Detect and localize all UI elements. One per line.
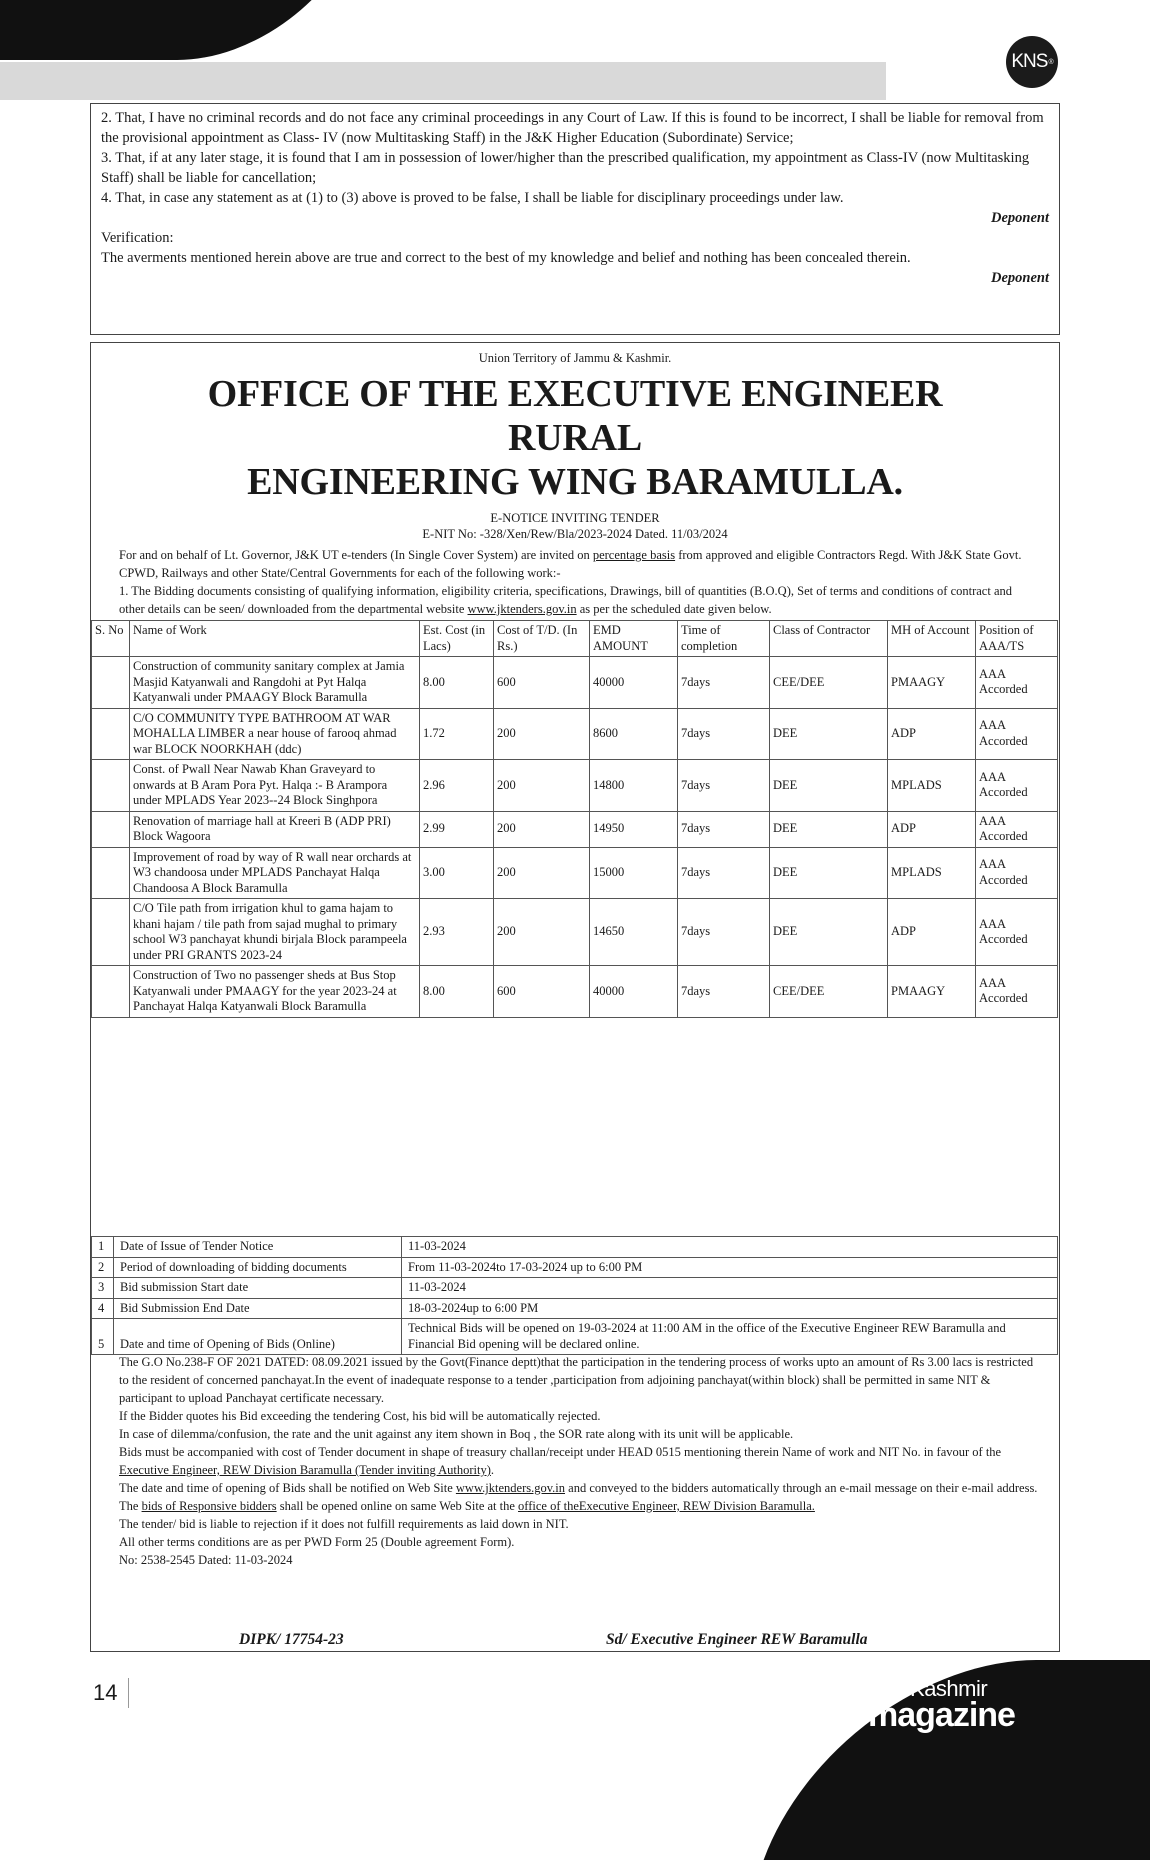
note-opening: The date and time of opening of Bids shall be notified on Web Site www.jktenders.gov.in and conveyed to the bidders automatically through an e-mail message on their e-mail address. The bids of Responsive bidders shall be opened online on same Web Site at the office of theExecutive Engineer, REW Division Baramulla. — [119, 1481, 1038, 1513]
table-row — [92, 966, 1058, 1018]
emd-amount: 40000 — [590, 966, 678, 1018]
table-row — [92, 760, 1058, 812]
table-row — [92, 899, 1058, 966]
mh-account: MPLADS — [888, 847, 976, 899]
emd-amount: 14650 — [590, 899, 678, 966]
emd-amount: 40000 — [590, 657, 678, 709]
est-cost: 1.72 — [420, 708, 494, 760]
note-pwd-form: All other terms conditions are as per PWD Form 25 (Double agreement Form). — [119, 1535, 515, 1549]
header-bar — [0, 62, 886, 100]
work-name: Improvement of road by way of R wall near orchards at W3 chandoosa under MPLADS Panchayat Halqa Chandoosa A Block Baramulla — [130, 847, 420, 899]
declaration-box — [90, 103, 1060, 335]
td-cost: 200 — [494, 708, 590, 760]
declaration-point-4: 4. That, in case any statement as at (1) to (3) above is proved to be false, I shall be liable for disciplinary proceedings under law. — [101, 190, 844, 206]
contractor-class: DEE — [770, 899, 888, 966]
completion-time: 7days — [678, 899, 770, 966]
contractor-class: DEE — [770, 708, 888, 760]
completion-time: 7days — [678, 708, 770, 760]
work-name: Const. of Pwall Near Nawab Khan Graveyard to onwards at B Aram Pora Pyt. Halqa :- B Arampora under MPLADS Year 2023--24 Block Singhpora — [130, 760, 420, 812]
deponent-label: Deponent — [991, 210, 1049, 226]
schedule-label: Period of downloading of bidding documents — [114, 1257, 402, 1278]
mh-account: ADP — [888, 708, 976, 760]
aaa-position: AAA Accorded — [976, 811, 1058, 847]
completion-time: 7days — [678, 811, 770, 847]
schedule-value: 18-03-2024up to 6:00 PM — [402, 1298, 1058, 1319]
table-row — [92, 657, 1058, 709]
header-emd: EMD AMOUNT — [590, 621, 678, 657]
mh-account: ADP — [888, 811, 976, 847]
header-mh: MH of Account — [888, 621, 976, 657]
work-name: C/O Tile path from irrigation khul to gama hajam to khani hajam / tile path from sajad mughal to primary school W3 panchayat khundi birjala Block parampeela under PRI GRANTS 2023-24 — [130, 899, 420, 966]
enit-number: E-NIT No: -328/Xen/Rew/Bla/2023-2024 Dated. 11/03/2024 — [422, 527, 728, 541]
tender-notice-box — [90, 342, 1060, 1652]
schedule-label: Bid Submission End Date — [114, 1298, 402, 1319]
est-cost: 2.93 — [420, 899, 494, 966]
contractor-class: DEE — [770, 847, 888, 899]
declaration-point-3: 3. That, if at any later stage, it is found that I am in possession of lower/higher than the prescribed qualification, my appointment as Class-IV (now Multitasking Staff) shall be liable for cancellation; — [101, 150, 1030, 186]
table-row — [92, 708, 1058, 760]
note-exceeding-cost: If the Bidder quotes his Bid exceeding the tendering Cost, his bid will be automatically rejected. — [119, 1409, 601, 1423]
note-tender-cost: Bids must be accompanied with cost of Tender document in shape of treasury challan/receipt under HEAD 0515 mentioning therein Name of work and NIT No. in favour of the Executive Engineer, REW Division Baramulla (Tender inviting Authority). — [119, 1445, 1002, 1477]
work-name: Construction of community sanitary complex at Jamia Masjid Katyanwali and Rangdohi at Pyt Halqa Katyanwali under PMAAGY Block Baramulla — [130, 657, 420, 709]
aaa-position: AAA Accorded — [976, 708, 1058, 760]
schedule-row: 3 Bid submission Start date 11-03-2024 — [92, 1278, 1058, 1299]
signature-line: Sd/ Executive Engineer REW Baramulla — [606, 1631, 868, 1648]
deponent-label-2: Deponent — [991, 270, 1049, 286]
td-cost: 600 — [494, 966, 590, 1018]
mh-account: MPLADS — [888, 760, 976, 812]
bidding-documents-paragraph: 1. The Bidding documents consisting of qualifying information, eligibility criteria, specifications, Drawings, bill of quantities (B.O.Q), Set of terms and conditions of contract and other details can be seen/ downloaded from the departmental website www.jktenders.gov.in as per the scheduled date given below. — [119, 584, 1012, 616]
contractor-class: CEE/DEE — [770, 966, 888, 1018]
td-cost: 200 — [494, 899, 590, 966]
schedule-value: From 11-03-2024to 17-03-2024 up to 6:00 PM — [402, 1257, 1058, 1278]
header-class: Class of Contractor — [770, 621, 888, 657]
header-name-of-work: Name of Work — [130, 621, 420, 657]
schedule-label: Date of Issue of Tender Notice — [114, 1237, 402, 1258]
work-name: Renovation of marriage hall at Kreeri B (ADP PRI) Block Wagoora — [130, 811, 420, 847]
kns-logo: KNS ® — [1006, 36, 1058, 88]
aaa-position: AAA Accorded — [976, 847, 1058, 899]
work-name: C/O COMMUNITY TYPE BATHROOM AT WAR MOHALLA LIMBER a near house of farooq ahmad war BLOCK NOORKHAH (ddc) — [130, 708, 420, 760]
intro-paragraph: For and on behalf of Lt. Governor, J&K UT e-tenders (In Single Cover System) are invited on percentage basis from approved and eligible Contractors Regd. With J&K State Govt. CPWD, Railways and other State/Central Governments for each of the following work:- — [119, 548, 1022, 580]
contractor-class: DEE — [770, 760, 888, 812]
declaration-point-2: 2. That, I have no criminal records and do not face any criminal proceedings in any Court of Law. If this is found to be incorrect, I shall be liable for removal from the provisional appointment as Class- IV (now Multitasking Staff) in the J&K Higher Education (Subordinate) Service; — [101, 110, 1044, 146]
est-cost: 8.00 — [420, 657, 494, 709]
mh-account: ADP — [888, 899, 976, 966]
verification-label: Verification: — [101, 230, 174, 246]
aaa-position: AAA Accorded — [976, 657, 1058, 709]
completion-time: 7days — [678, 657, 770, 709]
completion-time: 7days — [678, 847, 770, 899]
header-time: Time of completion — [678, 621, 770, 657]
schedule-row: 2 Period of downloading of bidding documents From 11-03-2024to 17-03-2024 up to 6:00 PM — [92, 1257, 1058, 1278]
aaa-position: AAA Accorded — [976, 760, 1058, 812]
emd-amount: 15000 — [590, 847, 678, 899]
schedule-value: 11-03-2024 — [402, 1237, 1058, 1258]
notice-heading: E-NOTICE INVITING TENDER E-NIT No: -328/Xen/Rew/Bla/2023-2024 Dated. 11/03/2024 — [91, 510, 1059, 542]
header-position: Position of AAA/TS — [976, 621, 1058, 657]
aaa-position: AAA Accorded — [976, 966, 1058, 1018]
schedule-label: Bid submission Start date — [114, 1278, 402, 1299]
emd-amount: 8600 — [590, 708, 678, 760]
est-cost: 2.99 — [420, 811, 494, 847]
est-cost: 3.00 — [420, 847, 494, 899]
table-row — [92, 811, 1058, 847]
completion-time: 7days — [678, 760, 770, 812]
verification-text: The averments mentioned herein above are true and correct to the best of my knowledge and belief and nothing has been concealed therein. — [101, 250, 911, 266]
est-cost: 8.00 — [420, 966, 494, 1018]
header-est-cost: Est. Cost (in Lacs) — [420, 621, 494, 657]
dipk-number: DIPK/ 17754-23 — [239, 1631, 344, 1648]
schedule-row: 4 Bid Submission End Date 18-03-2024up to 6:00 PM — [92, 1298, 1058, 1319]
td-cost: 200 — [494, 811, 590, 847]
note-number-date: No: 2538-2545 Dated: 11-03-2024 — [119, 1553, 293, 1567]
mh-account: PMAAGY — [888, 657, 976, 709]
header-cost-td: Cost of T/D. (In Rs.) — [494, 621, 590, 657]
td-cost: 600 — [494, 657, 590, 709]
contractor-class: DEE — [770, 811, 888, 847]
header-sno: S. No — [92, 621, 130, 657]
note-sor-rate: In case of dilemma/confusion, the rate and the unit against any item shown in Boq , the SOR rate along with its unit will be applicable. — [119, 1427, 794, 1441]
schedule-value: Technical Bids will be opened on 19-03-2024 at 11:00 AM in the office of the Executive Engineer REW Baramulla and Financial Bid opening will be declared online. — [402, 1319, 1058, 1355]
td-cost: 200 — [494, 760, 590, 812]
schedule-row: 5 Date and time of Opening of Bids (Online) Technical Bids will be opened on 19-03-2024 at 11:00 AM in the office of the Executive Engineer REW Baramulla and Financial Bid opening will be declared online. — [92, 1319, 1058, 1355]
corner-decoration — [0, 0, 363, 60]
est-cost: 2.96 — [420, 760, 494, 812]
schedule-label: Date and time of Opening of Bids (Online) — [114, 1319, 402, 1355]
aaa-position: AAA Accorded — [976, 899, 1058, 966]
office-title: OFFICE OF THE EXECUTIVE ENGINEER RURAL ENGINEERING WING BARAMULLA. — [207, 373, 943, 503]
page-number: 14 — [93, 1680, 118, 1705]
work-name: Construction of Two no passenger sheds at Bus Stop Katyanwali under PMAAGY for the year 2023-24 at Panchayat Halqa Katyanwali Block Baramulla — [130, 966, 420, 1018]
contractor-class: CEE/DEE — [770, 657, 888, 709]
schedule-row: 1 Date of Issue of Tender Notice 11-03-2024 — [92, 1237, 1058, 1258]
note-go: The G.O No.238-F OF 2021 DATED: 08.09.2021 issued by the Govt(Finance deptt)that the participation in the tendering process of works upto an amount of Rs 3.00 lacs is restricted to the resident of concerned panchayat.In the event of inadequate response to a tender ,participation from adjoining panchayat(within block) shall be permitted in same NIT & participant to upload Panchayat certificate necessary. — [119, 1355, 1034, 1405]
magazine-logo: The Kashmir magazine — [868, 1676, 1015, 1734]
jktenders-link[interactable]: www.jktenders.gov.in — [455, 1481, 566, 1495]
emd-amount: 14950 — [590, 811, 678, 847]
mh-account: PMAAGY — [888, 966, 976, 1018]
schedule-table — [91, 1236, 1058, 1355]
page-separator — [128, 1678, 129, 1708]
td-cost: 200 — [494, 847, 590, 899]
emd-amount: 14800 — [590, 760, 678, 812]
table-row — [92, 847, 1058, 899]
union-territory: Union Territory of Jammu & Kashmir. — [478, 351, 672, 365]
note-rejection: The tender/ bid is liable to rejection if it does not fulfill requirements as laid down in NIT. — [119, 1517, 569, 1531]
works-table-header — [92, 621, 1058, 657]
works-table — [91, 620, 1058, 1018]
schedule-value: 11-03-2024 — [402, 1278, 1058, 1299]
completion-time: 7days — [678, 966, 770, 1018]
tender-website-link[interactable]: www.jktenders.gov.in — [467, 602, 577, 616]
terms-notes — [119, 1353, 1039, 1569]
